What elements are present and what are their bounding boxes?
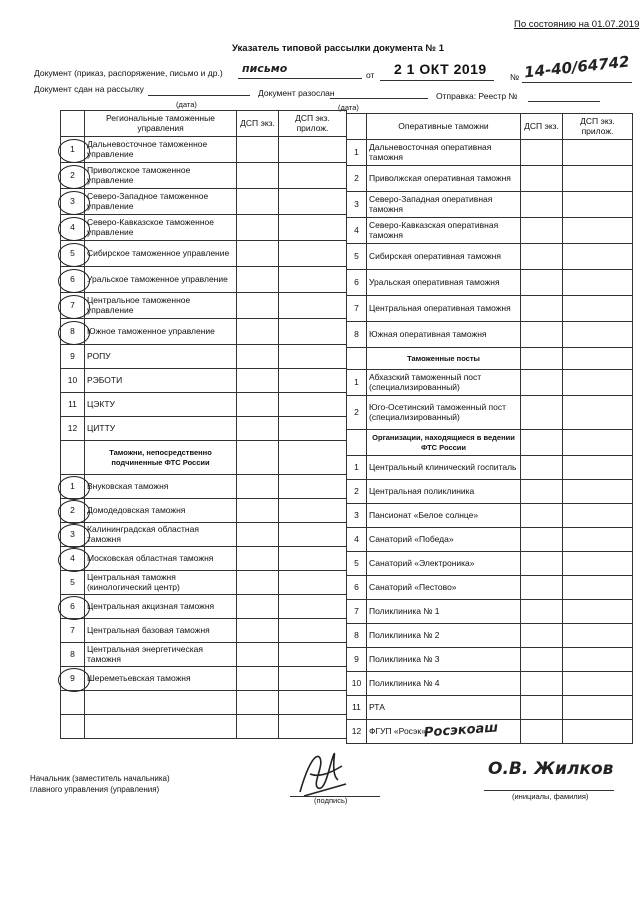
regional-office-number: 10 xyxy=(61,369,85,393)
organization-dsp-appendix-cell xyxy=(563,720,633,744)
regional-office-dsp-appendix-cell xyxy=(279,345,347,369)
organization-row xyxy=(347,456,633,480)
operative-customs-dsp-cell xyxy=(521,270,563,296)
regional-office-name: Северо-Кавказское таможенное управление xyxy=(85,215,237,241)
col-header-regional: Региональные таможенные управления xyxy=(85,111,237,137)
regional-office-dsp-cell xyxy=(237,393,279,417)
regional-office-dsp-appendix-cell xyxy=(279,293,347,319)
regional-office-dsp-cell xyxy=(237,241,279,267)
organization-row xyxy=(347,672,633,696)
operative-customs-dsp-cell xyxy=(521,218,563,244)
sent-line xyxy=(330,98,428,99)
regional-office-row xyxy=(61,293,347,319)
regional-office-name: Приволжское таможенное управление xyxy=(85,163,237,189)
regional-office-name: Уральское таможенное управление xyxy=(85,267,237,293)
direct-customs-name: Центральная энергетическая таможня xyxy=(85,643,237,667)
handed-line xyxy=(148,95,250,96)
shipment-label: Отправка: Реестр № xyxy=(436,91,518,101)
regional-office-dsp-cell xyxy=(237,215,279,241)
section-header-posts: Таможенные посты xyxy=(367,348,521,370)
customs-post-row xyxy=(347,370,633,396)
organization-number: 6 xyxy=(347,576,367,600)
organization-name: Центральный клинический госпиталь xyxy=(367,456,521,480)
regional-office-dsp-appendix-cell xyxy=(279,137,347,163)
operative-customs-number: 8 xyxy=(347,322,367,348)
organization-dsp-appendix-cell xyxy=(563,672,633,696)
organization-name: Пансионат «Белое солнце» xyxy=(367,504,521,528)
operative-customs-name: Приволжская оперативная таможня xyxy=(367,166,521,192)
date-caption-right: (дата) xyxy=(338,103,359,112)
regional-office-dsp-appendix-cell xyxy=(279,267,347,293)
organization-number: 7 xyxy=(347,600,367,624)
regional-office-row xyxy=(61,417,347,441)
regional-office-dsp-cell xyxy=(237,369,279,393)
regional-office-dsp-appendix-cell xyxy=(279,417,347,441)
regional-office-number: 2 xyxy=(61,163,85,189)
doc-date-line xyxy=(380,80,494,81)
regional-office-dsp-cell xyxy=(237,189,279,215)
direct-customs-dsp-cell xyxy=(237,475,279,499)
selection-circle-mark xyxy=(58,548,90,572)
direct-customs-row xyxy=(61,523,347,547)
organization-row xyxy=(347,504,633,528)
organization-number: 4 xyxy=(347,528,367,552)
customs-post-name: Юго-Осетинский таможенный пост (специализированный) xyxy=(367,396,521,430)
selection-circle-mark xyxy=(58,139,90,163)
direct-customs-dsp-cell xyxy=(237,571,279,595)
regional-office-number: 9 xyxy=(61,345,85,369)
direct-customs-row xyxy=(61,667,347,691)
operative-customs-dsp-cell xyxy=(521,296,563,322)
direct-customs-dsp-appendix-cell xyxy=(279,499,347,523)
direct-customs-row xyxy=(61,619,347,643)
regional-office-row xyxy=(61,319,347,345)
initials-line xyxy=(484,790,614,791)
regional-office-number: 8 xyxy=(61,319,85,345)
operative-customs-dsp-appendix-cell xyxy=(563,296,633,322)
selection-circle-mark xyxy=(58,321,90,345)
operative-customs-row xyxy=(347,244,633,270)
doc-type-label: Документ (приказ, распоряжение, письмо и др.) xyxy=(34,68,223,78)
organization-dsp-appendix-cell xyxy=(563,552,633,576)
selection-circle-mark xyxy=(58,476,90,500)
organization-name: Санаторий «Победа» xyxy=(367,528,521,552)
organization-row xyxy=(347,600,633,624)
regional-office-dsp-cell xyxy=(237,293,279,319)
organization-dsp-appendix-cell xyxy=(563,576,633,600)
direct-customs-row xyxy=(61,475,347,499)
regional-office-name: ЦИТТУ xyxy=(85,417,237,441)
operative-customs-number: 5 xyxy=(347,244,367,270)
operative-customs-number: 3 xyxy=(347,192,367,218)
regional-office-name: ЦЭКТУ xyxy=(85,393,237,417)
organization-row xyxy=(347,480,633,504)
direct-customs-name: Центральная таможня (кинологический центр) xyxy=(85,571,237,595)
organization-row xyxy=(347,624,633,648)
operative-customs-row xyxy=(347,296,633,322)
organization-dsp-cell xyxy=(521,456,563,480)
direct-customs-dsp-appendix-cell xyxy=(279,571,347,595)
selection-circle-mark xyxy=(58,524,90,548)
operative-customs-number: 6 xyxy=(347,270,367,296)
direct-customs-dsp-cell xyxy=(237,619,279,643)
selection-circle-mark xyxy=(58,295,90,319)
organization-dsp-cell xyxy=(521,696,563,720)
selection-circle-mark xyxy=(58,500,90,524)
regional-office-dsp-cell xyxy=(237,319,279,345)
organization-dsp-cell xyxy=(521,648,563,672)
organization-number: 1 xyxy=(347,456,367,480)
organization-name: Санаторий «Электроника» xyxy=(367,552,521,576)
direct-customs-name: Домодедовская таможня xyxy=(85,499,237,523)
direct-customs-dsp-cell xyxy=(237,595,279,619)
organization-dsp-cell xyxy=(521,504,563,528)
handwritten-note: Росэкоаш xyxy=(423,720,499,741)
col-num xyxy=(61,111,85,137)
operative-customs-name: Северо-Кавказская оперативная таможня xyxy=(367,218,521,244)
direct-customs-name: Шереметьевская таможня xyxy=(85,667,237,691)
organization-dsp-appendix-cell xyxy=(563,480,633,504)
operative-customs-row xyxy=(347,218,633,244)
operative-customs-dsp-cell xyxy=(521,140,563,166)
organization-dsp-appendix-cell xyxy=(563,600,633,624)
shipment-line xyxy=(528,101,600,102)
organization-row xyxy=(347,528,633,552)
direct-customs-dsp-cell xyxy=(237,499,279,523)
operative-customs-row xyxy=(347,166,633,192)
chief-label-line2: главного управления (управления) xyxy=(30,785,160,794)
organization-number: 5 xyxy=(347,552,367,576)
direct-customs-name: Московская областная таможня xyxy=(85,547,237,571)
customs-post-number: 1 xyxy=(347,370,367,396)
regional-office-number: 4 xyxy=(61,215,85,241)
organization-dsp-appendix-cell xyxy=(563,528,633,552)
organization-name: Центральная поликлиника xyxy=(367,480,521,504)
handed-label: Документ сдан на рассылку xyxy=(34,84,144,94)
operative-customs-row xyxy=(347,192,633,218)
direct-customs-row xyxy=(61,643,347,667)
selection-circle-mark xyxy=(58,217,90,241)
selection-circle-mark xyxy=(58,243,90,267)
regional-office-row xyxy=(61,137,347,163)
signature-caption: (подпись) xyxy=(314,796,348,805)
direct-customs-name: Центральная базовая таможня xyxy=(85,619,237,643)
direct-customs-dsp-appendix-cell xyxy=(279,595,347,619)
direct-customs-name: Калининградская областная таможня xyxy=(85,523,237,547)
col-header-operative: Оперативные таможни xyxy=(367,114,521,140)
regional-office-dsp-cell xyxy=(237,417,279,441)
customs-post-dsp-cell xyxy=(521,396,563,430)
operative-customs-row xyxy=(347,270,633,296)
organization-number: 3 xyxy=(347,504,367,528)
organization-number: 11 xyxy=(347,696,367,720)
direct-customs-number: 8 xyxy=(61,643,85,667)
regional-office-dsp-cell xyxy=(237,267,279,293)
customs-post-dsp-cell xyxy=(521,370,563,396)
operative-customs-row xyxy=(347,140,633,166)
direct-customs-dsp-cell xyxy=(237,667,279,691)
regional-office-dsp-cell xyxy=(237,163,279,189)
operative-customs-name: Северо-Западная оперативная таможня xyxy=(367,192,521,218)
doc-number-value: 14-40/64742 xyxy=(523,52,631,82)
direct-customs-dsp-appendix-cell xyxy=(279,667,347,691)
organization-dsp-appendix-cell xyxy=(563,504,633,528)
regional-office-name: Центральное таможенное управление xyxy=(85,293,237,319)
organization-row xyxy=(347,648,633,672)
sent-label: Документ разослан xyxy=(258,88,335,98)
direct-customs-number: 5 xyxy=(61,571,85,595)
organization-name: Поликлиника № 1 xyxy=(367,600,521,624)
col-num xyxy=(347,114,367,140)
direct-customs-row xyxy=(61,595,347,619)
operative-customs-dsp-appendix-cell xyxy=(563,322,633,348)
operative-customs-number: 2 xyxy=(347,166,367,192)
organization-name: Поликлиника № 2 xyxy=(367,624,521,648)
organization-dsp-appendix-cell xyxy=(563,696,633,720)
operative-customs-row xyxy=(347,322,633,348)
organization-name: Поликлиника № 4 xyxy=(367,672,521,696)
direct-customs-dsp-cell xyxy=(237,643,279,667)
regional-office-row xyxy=(61,369,347,393)
direct-customs-name: Внуковская таможня xyxy=(85,475,237,499)
regional-office-row xyxy=(61,345,347,369)
regional-office-number: 6 xyxy=(61,267,85,293)
organization-dsp-cell xyxy=(521,672,563,696)
regional-office-dsp-appendix-cell xyxy=(279,163,347,189)
regional-office-row xyxy=(61,215,347,241)
chief-signature xyxy=(290,744,354,800)
organization-number: 10 xyxy=(347,672,367,696)
organization-dsp-cell xyxy=(521,600,563,624)
direct-customs-dsp-appendix-cell xyxy=(279,523,347,547)
regional-office-row xyxy=(61,267,347,293)
operative-customs-name: Центральная оперативная таможня xyxy=(367,296,521,322)
organization-name: Санаторий «Пестово» xyxy=(367,576,521,600)
operative-customs-number: 7 xyxy=(347,296,367,322)
operative-customs-dsp-appendix-cell xyxy=(563,270,633,296)
direct-customs-dsp-appendix-cell xyxy=(279,619,347,643)
regional-office-dsp-cell xyxy=(237,137,279,163)
regional-office-number: 12 xyxy=(61,417,85,441)
doc-type-line xyxy=(238,78,362,79)
operative-customs-dsp-cell xyxy=(521,192,563,218)
regional-office-name: Дальневосточное таможенное управление xyxy=(85,137,237,163)
organization-number: 2 xyxy=(347,480,367,504)
right-table xyxy=(346,113,633,744)
organization-dsp-appendix-cell xyxy=(563,624,633,648)
operative-customs-name: Сибирская оперативная таможня xyxy=(367,244,521,270)
direct-customs-dsp-cell xyxy=(237,523,279,547)
doc-type-value: письмо xyxy=(242,62,288,75)
direct-customs-number: 3 xyxy=(61,523,85,547)
organization-dsp-cell xyxy=(521,528,563,552)
regional-office-dsp-appendix-cell xyxy=(279,393,347,417)
regional-office-dsp-cell xyxy=(237,345,279,369)
organization-name: РТА xyxy=(367,696,521,720)
selection-circle-mark xyxy=(58,191,90,215)
operative-customs-dsp-appendix-cell xyxy=(563,192,633,218)
selection-circle-mark xyxy=(58,596,90,620)
organization-name: Поликлиника № 3 xyxy=(367,648,521,672)
col-header-dsp-appendix: ДСП экз. прилож. xyxy=(563,114,633,140)
section-num xyxy=(61,441,85,475)
direct-customs-dsp-appendix-cell xyxy=(279,643,347,667)
selection-circle-mark xyxy=(58,165,90,189)
date-caption-left: (дата) xyxy=(176,100,197,109)
regional-office-number: 3 xyxy=(61,189,85,215)
page-title: Указатель типовой рассылки документа № 1 xyxy=(232,43,444,54)
doc-date-stamp: 2 1 ОКТ 2019 xyxy=(394,61,487,77)
doc-date-label: от xyxy=(366,70,375,80)
direct-customs-row xyxy=(61,547,347,571)
left-table xyxy=(60,110,347,739)
organization-dsp-cell xyxy=(521,720,563,744)
organization-row xyxy=(347,552,633,576)
organization-row xyxy=(347,696,633,720)
regional-office-name: РОПУ xyxy=(85,345,237,369)
organization-dsp-cell xyxy=(521,552,563,576)
organization-dsp-cell xyxy=(521,576,563,600)
direct-customs-row xyxy=(61,499,347,523)
organization-number: 12 xyxy=(347,720,367,744)
regional-office-row xyxy=(61,189,347,215)
doc-number-line xyxy=(522,82,632,83)
organization-dsp-cell xyxy=(521,480,563,504)
operative-customs-name: Южная оперативная таможня xyxy=(367,322,521,348)
initials-caption: (инициалы, фамилия) xyxy=(512,792,589,801)
regional-office-row xyxy=(61,241,347,267)
customs-post-row xyxy=(347,396,633,430)
organization-dsp-appendix-cell xyxy=(563,456,633,480)
direct-customs-dsp-appendix-cell xyxy=(279,547,347,571)
operative-customs-dsp-cell xyxy=(521,244,563,270)
status-date: По состоянию на 01.07.2019 xyxy=(514,19,640,30)
regional-office-name: РЭБОТИ xyxy=(85,369,237,393)
organization-name: ФГУП «Росэк» xyxy=(367,720,521,744)
chief-label-line1: Начальник (заместитель начальника) xyxy=(30,774,170,783)
direct-customs-number: 2 xyxy=(61,499,85,523)
regional-office-number: 1 xyxy=(61,137,85,163)
section-header-orgs: Организации, находящиеся в ведении ФТС России xyxy=(367,430,521,456)
direct-customs-number: 4 xyxy=(61,547,85,571)
organization-dsp-appendix-cell xyxy=(563,648,633,672)
direct-customs-dsp-appendix-cell xyxy=(279,475,347,499)
regional-office-name: Южное таможенное управление xyxy=(85,319,237,345)
operative-customs-name: Уральская оперативная таможня xyxy=(367,270,521,296)
operative-customs-dsp-appendix-cell xyxy=(563,218,633,244)
selection-circle-mark xyxy=(58,269,90,293)
direct-customs-name: Центральная акцизная таможня xyxy=(85,595,237,619)
regional-office-number: 11 xyxy=(61,393,85,417)
section-header-direct: Таможни, непосредственно подчиненные ФТС России xyxy=(85,441,237,475)
organization-number: 8 xyxy=(347,624,367,648)
direct-customs-number: 1 xyxy=(61,475,85,499)
direct-customs-number: 9 xyxy=(61,667,85,691)
regional-office-dsp-appendix-cell xyxy=(279,241,347,267)
operative-customs-number: 4 xyxy=(347,218,367,244)
regional-office-name: Сибирское таможенное управление xyxy=(85,241,237,267)
direct-customs-dsp-cell xyxy=(237,547,279,571)
organization-dsp-cell xyxy=(521,624,563,648)
customs-post-dsp-appendix-cell xyxy=(563,370,633,396)
col-header-dsp: ДСП экз. xyxy=(521,114,563,140)
col-header-dsp: ДСП экз. xyxy=(237,111,279,137)
regional-office-row xyxy=(61,393,347,417)
regional-office-name: Северо-Западное таможенное управление xyxy=(85,189,237,215)
regional-office-dsp-appendix-cell xyxy=(279,215,347,241)
regional-office-dsp-appendix-cell xyxy=(279,189,347,215)
regional-office-dsp-appendix-cell xyxy=(279,369,347,393)
operative-customs-dsp-appendix-cell xyxy=(563,166,633,192)
operative-customs-dsp-cell xyxy=(521,322,563,348)
customs-post-name: Абхазский таможенный пост (специализированный) xyxy=(367,370,521,396)
direct-customs-number: 6 xyxy=(61,595,85,619)
organization-row xyxy=(347,576,633,600)
direct-customs-row xyxy=(61,571,347,595)
regional-office-dsp-appendix-cell xyxy=(279,319,347,345)
customs-post-number: 2 xyxy=(347,396,367,430)
direct-customs-number: 7 xyxy=(61,619,85,643)
operative-customs-dsp-appendix-cell xyxy=(563,140,633,166)
operative-customs-name: Дальневосточная оперативная таможня xyxy=(367,140,521,166)
doc-number-label: № xyxy=(510,72,520,82)
regional-office-number: 5 xyxy=(61,241,85,267)
operative-customs-dsp-appendix-cell xyxy=(563,244,633,270)
initials-value: О.В. Жилков xyxy=(488,759,614,779)
regional-office-number: 7 xyxy=(61,293,85,319)
selection-circle-mark xyxy=(58,668,90,692)
regional-office-row xyxy=(61,163,347,189)
organization-number: 9 xyxy=(347,648,367,672)
operative-customs-number: 1 xyxy=(347,140,367,166)
operative-customs-dsp-cell xyxy=(521,166,563,192)
customs-post-dsp-appendix-cell xyxy=(563,396,633,430)
col-header-dsp-appendix: ДСП экз. прилож. xyxy=(279,111,347,137)
